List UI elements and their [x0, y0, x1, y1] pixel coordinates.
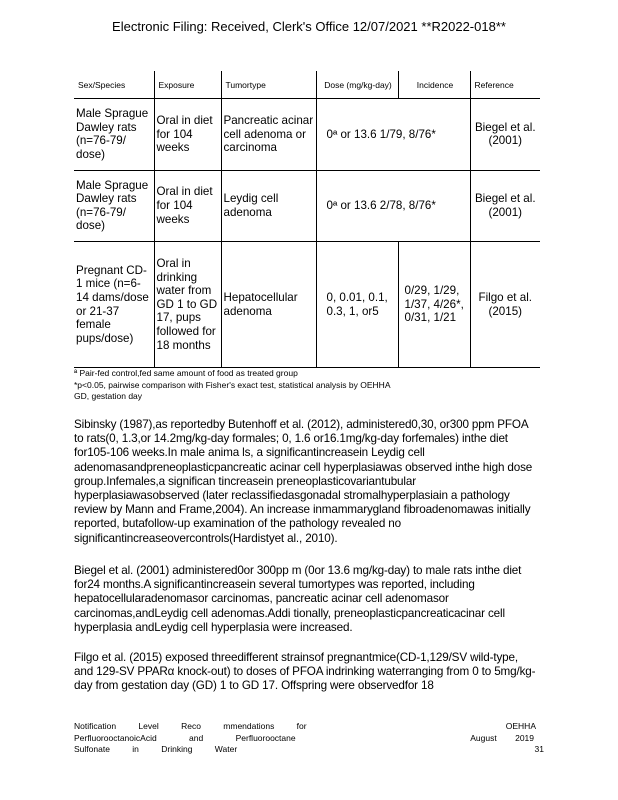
cell-dose: 0, 0.01, 0.1, 0.3, 1, or5	[316, 242, 398, 368]
footnote-a: ª Pair-fed control,fed same amount of food as treated group	[74, 368, 298, 378]
col-header-exposure: Exposure	[154, 71, 221, 99]
page-footer	[74, 721, 544, 756]
paragraph-filgo	[74, 651, 540, 694]
paragraph-text: Biegel et al. (2001) administered0or 300pp m (0or 13.6 mg/kg-day) to male rats inthe diet for24 months.A significantincreasein several tumortypes was reported, including hepatocellularadenomasor carcinomas, pancreatic acinar cell adenomasor carcinomas,andLeydig cell adenomas.Addi tionally, preneoplasticpancreaticacinar cell hyperplasia andLeydig cell hyperplasia were increased.	[74, 564, 522, 634]
tumor-table	[74, 71, 540, 368]
footer-line3-left: Sulfonate in Drinking Water	[74, 744, 238, 754]
cell-exposure: Oral in diet for 104 weeks	[154, 99, 221, 170]
cell-species: Male Sprague Dawley rats (n=76-79/ dose)	[74, 99, 154, 170]
col-header-tumortype: Tumortype	[221, 71, 316, 99]
footnote-gd: GD, gestation day	[74, 391, 143, 401]
footnote-b: *p<0.05, pairwise comparison with Fisher's exact test, statistical analysis by OEHHA	[74, 380, 391, 390]
table-row	[74, 170, 540, 241]
cell-species: Pregnant CD-1 mice (n=6-14 dams/dose or 21-37 female pups/dose)	[74, 242, 154, 368]
col-header-reference: Reference	[470, 71, 540, 99]
paragraph-sibinsky	[74, 418, 540, 546]
cell-tumor: Leydig cell adenoma	[221, 170, 316, 241]
cell-exposure: Oral in drinking water from GD 1 to GD 17, pups followed for 18 months	[154, 242, 221, 368]
footer-line1-left: Notification Level Reco mmendations for	[74, 721, 307, 731]
page-number: 31	[534, 744, 544, 754]
cell-dose-incidence: 0ª or 13.6 2/78, 8/76*	[316, 170, 470, 241]
cell-reference: Biegel et al. (2001)	[470, 99, 540, 170]
table-row	[74, 99, 540, 170]
cell-tumor: Pancreatic acinar cell adenoma or carcinoma	[221, 99, 316, 170]
cell-tumor: Hepatocellular adenoma	[221, 242, 316, 368]
table-row	[74, 242, 540, 368]
footer-date: August 2019	[470, 732, 534, 743]
paragraph-biegel	[74, 564, 540, 635]
cell-incidence: 0/29, 1/29, 1/37, 4/26*, 0/31, 1/21	[398, 242, 470, 368]
col-header-species: Sex/Species	[78, 79, 126, 90]
cell-reference: Biegel et al. (2001)	[470, 170, 540, 241]
footer-line2-left: PerfluorooctanoicAcid and Perfluorooctane	[74, 732, 296, 743]
cell-species: Male Sprague Dawley rats (n=76-79/ dose)	[74, 170, 154, 241]
filing-header: Electronic Filing: Received, Clerk's Office 12/07/2021 **R2022-018**	[112, 19, 506, 34]
cell-dose-incidence: 0ª or 13.6 1/79, 8/76*	[316, 99, 470, 170]
col-header-incidence: Incidence	[398, 71, 470, 99]
cell-reference: Filgo et al. (2015)	[470, 242, 540, 368]
table-header-row	[74, 71, 540, 99]
paragraph-text: Sibinsky (1987),as reportedby Butenhoff et al. (2012), administered0,30, or300 ppm PFOA to rats(0, 1.3,or 14.2mg/kg-day formales; 0, 1.6 or16.1mg/kg-day forfemales) inthe diet for105-106 weeks.In male anima ls, a significantincreasein Leydig cell adenomasandpreneoplasticpancreatic acinar cell hyperplasiawas observed inthe high dose group.Infemales,a significan tincreasein preneoplasticovariantubular hyperplasiawasobserved (later reclassifiedasgonadal stromalhyperplasiain a pathology review by Mann and Frame,2004). An increase inmammarygland fibroadenomawas initially reported, butafollow-up examination of the pathology revealed no significantincreaseovercontrols(Hardistyet al., 2010).	[74, 418, 533, 545]
col-header-dose: Dose (mg/kg-day)	[316, 71, 398, 99]
cell-exposure: Oral in diet for 104 weeks	[154, 170, 221, 241]
footer-org: OEHHA	[505, 721, 536, 731]
paragraph-text: Filgo et al. (2015) exposed threedifferent strainsof pregnantmice(CD-1,129/SV wild-type, and 129-SV PPARα knock-out) to doses of PFOA indrinking waterranging from 0 to 5mg/kg-day from gestation day (GD) 1 to GD 17. Offspring were observedfor 18	[74, 651, 536, 693]
